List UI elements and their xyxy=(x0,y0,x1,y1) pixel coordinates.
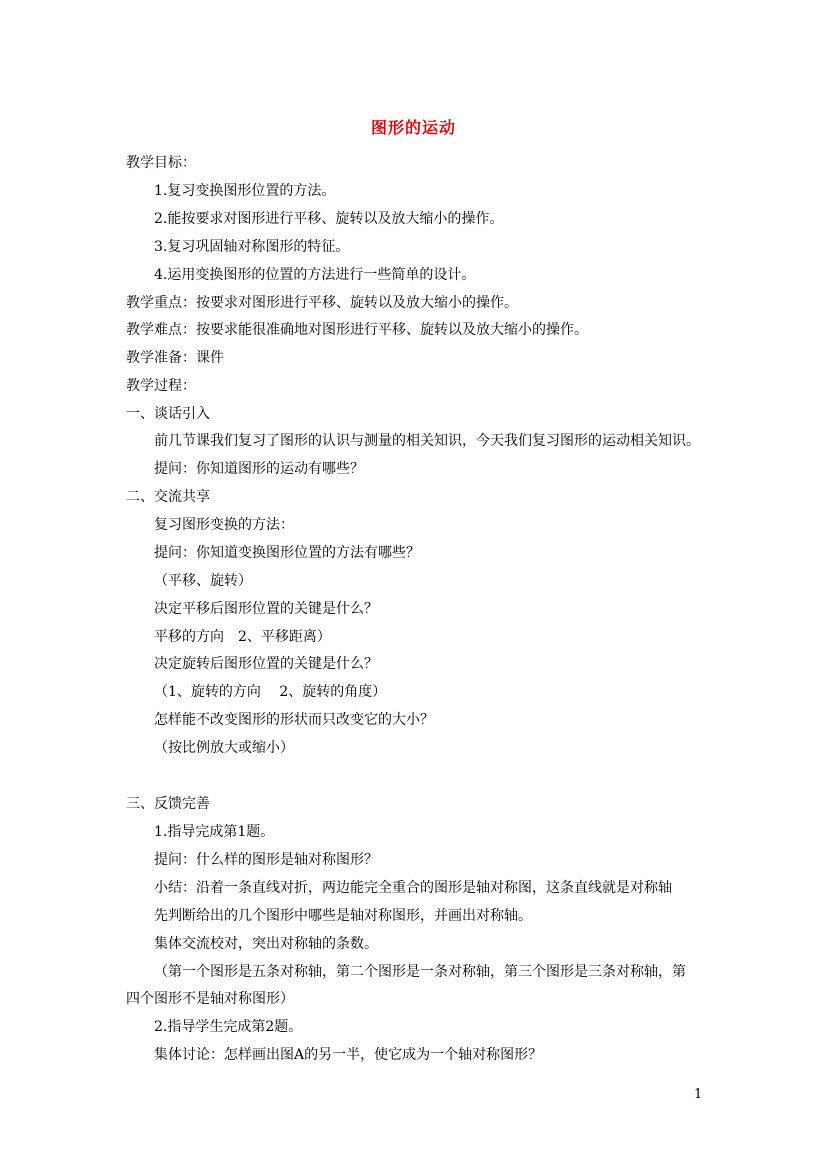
key-points: 教学重点：按要求对图形进行平移、旋转以及放大缩小的操作。 xyxy=(126,295,518,311)
paragraph-line: 决定旋转后图形位置的关键是什么？ xyxy=(154,656,378,672)
paragraph-line: 1.指导完成第1题。 xyxy=(154,824,275,840)
paragraph-line: 2.指导学生完成第2题。 xyxy=(154,1019,303,1035)
paragraph-line: 集体交流校对，突出对称轴的条数。 xyxy=(154,936,378,952)
objective-item: 1.复习变换图形位置的方法。 xyxy=(154,183,336,199)
paragraph-line: （按比例放大或缩小） xyxy=(154,740,294,756)
objective-item: 4.运用变换图形的位置的方法进行一些简单的设计。 xyxy=(154,267,476,283)
section-heading: 三、反馈完善 xyxy=(126,796,210,812)
paragraph-line: 四个图形不是轴对称图形） xyxy=(126,991,294,1007)
paragraph-line: （第一个图形是五条对称轴，第二个图形是一条对称轴，第三个图形是三条对称轴，第 xyxy=(154,964,686,980)
objective-item: 3.复习巩固轴对称图形的特征。 xyxy=(154,239,350,255)
section-label-process: 教学过程： xyxy=(126,378,196,394)
paragraph-line: 复习图形变换的方法： xyxy=(154,517,294,533)
preparation: 教学准备：课件 xyxy=(126,350,224,366)
difficult-points: 教学难点：按要求能很准确地对图形进行平移、旋转以及放大缩小的操作。 xyxy=(126,322,588,338)
paragraph-line: 决定平移后图形位置的关键是什么？ xyxy=(154,601,378,617)
paragraph-line: （平移、旋转） xyxy=(154,573,252,589)
page-title: 图形的运动 xyxy=(370,118,456,137)
paragraph-line: 小结：沿着一条直线对折，两边能完全重合的图形是轴对称图，这条直线就是对称轴 xyxy=(154,880,672,896)
paragraph-line: 提问：你知道变换图形位置的方法有哪些？ xyxy=(154,545,420,561)
section-heading: 二、交流共享 xyxy=(126,489,210,505)
paragraph-line: 怎样能不改变图形的形状而只改变它的大小？ xyxy=(154,712,434,728)
paragraph-line: （1、旋转的方向 2、旋转的角度） xyxy=(154,684,387,700)
paragraph-line: 提问：你知道图形的运动有哪些？ xyxy=(154,461,364,477)
paragraph-line: 平移的方向 2、平移距离） xyxy=(154,629,331,645)
paragraph-line: 前几节课我们复习了图形的认识与测量的相关知识，今天我们复习图形的运动相关知识。 xyxy=(154,433,700,449)
section-heading: 一、谈话引入 xyxy=(126,406,210,422)
objective-item: 2.能按要求对图形进行平移、旋转以及放大缩小的操作。 xyxy=(154,211,504,227)
page-number: 1 xyxy=(694,1087,703,1102)
paragraph-line: 先判断给出的几个图形中哪些是轴对称图形，并画出对称轴。 xyxy=(154,908,532,924)
section-label-objectives: 教学目标： xyxy=(126,155,196,171)
paragraph-line: 集体讨论：怎样画出图A的另一半，使它成为一个轴对称图形？ xyxy=(154,1047,543,1063)
paragraph-line: 提问：什么样的图形是轴对称图形？ xyxy=(154,852,378,868)
